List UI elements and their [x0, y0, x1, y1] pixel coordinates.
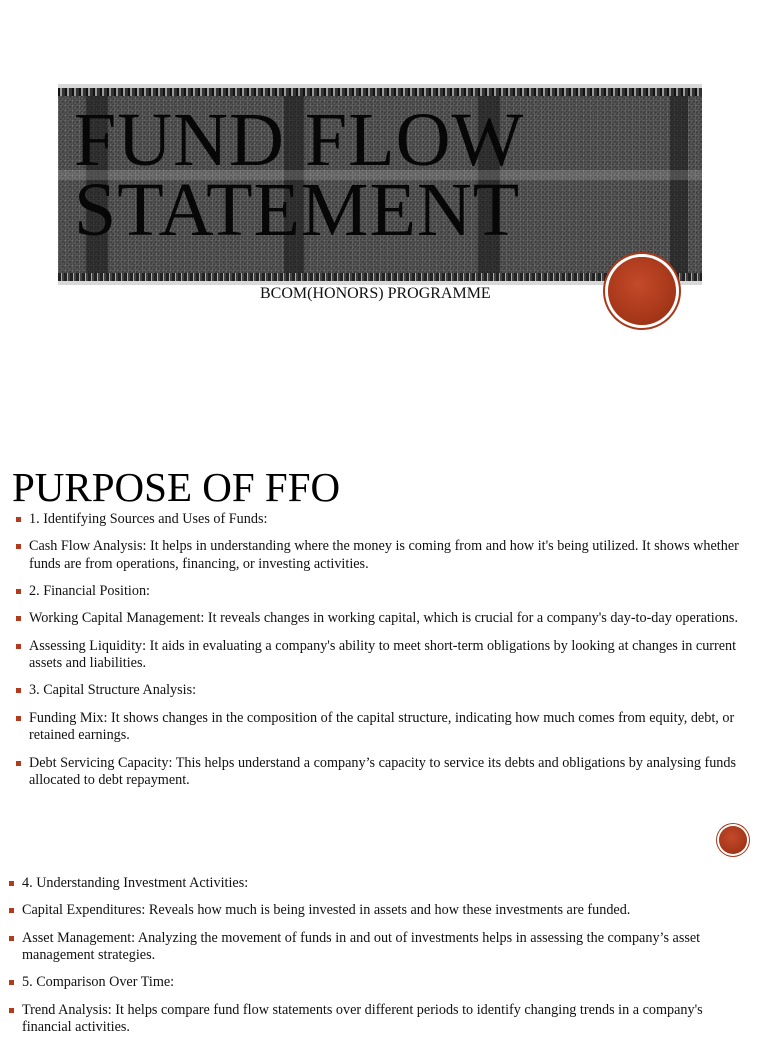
- title-line-1: FUND FLOW: [74, 98, 525, 182]
- banner-texture-band: [670, 88, 688, 281]
- bullet-item: Funding Mix: It shows changes in the composition of the capital structure, indicating how much comes from equity, debt, or retained earnings.: [16, 710, 742, 745]
- presentation-subtitle: BCOM(HONORS) PROGRAMME: [260, 285, 491, 302]
- continued-slide: [0, 860, 768, 1036]
- accent-circle-small: [719, 826, 747, 854]
- bullet-item: Trend Analysis: It helps compare fund flow statements over different periods to identify changing trends in a company's financial activities.: [9, 1002, 742, 1037]
- purpose-slide: [0, 420, 768, 860]
- title-slide: [0, 0, 768, 420]
- banner-bottom-stripe: [58, 273, 702, 281]
- bullet-item: Working Capital Management: It reveals changes in working capital, which is crucial for a company's day-to-day operations.: [16, 610, 742, 628]
- presentation-title: [74, 98, 525, 252]
- bullet-item: 4. Understanding Investment Activities:: [9, 875, 742, 893]
- slide-heading: PURPOSE OF FFO: [12, 464, 341, 510]
- bullet-item: 3. Capital Structure Analysis:: [16, 682, 742, 700]
- bullet-item: 5. Comparison Over Time:: [9, 974, 742, 992]
- bullet-item: Debt Servicing Capacity: This helps understand a company’s capacity to service its debts and obligations by analysing funds allocated to debt repayment.: [16, 755, 742, 790]
- bullet-item: Capital Expenditures: Reveals how much is being invested in assets and how these investments are funded.: [9, 902, 742, 920]
- title-line-2: STATEMENT: [74, 168, 521, 252]
- bullet-list: [16, 511, 742, 799]
- accent-circle: [608, 257, 676, 325]
- banner-top-stripe: [58, 88, 702, 96]
- bullet-item: 2. Financial Position:: [16, 583, 742, 601]
- bullet-item: Asset Management: Analyzing the movement of funds in and out of investments helps in assessing the company’s asset management strategies.: [9, 930, 742, 965]
- bullet-item: Assessing Liquidity: It aids in evaluating a company's ability to meet short-term obligations by looking at changes in current assets and liabilities.: [16, 638, 742, 673]
- bullet-list: [9, 875, 742, 1046]
- bullet-item: Cash Flow Analysis: It helps in understanding where the money is coming from and how it's being utilized. It shows whether funds are from operations, financing, or investing activities.: [16, 538, 742, 573]
- bullet-item: 1. Identifying Sources and Uses of Funds:: [16, 511, 742, 529]
